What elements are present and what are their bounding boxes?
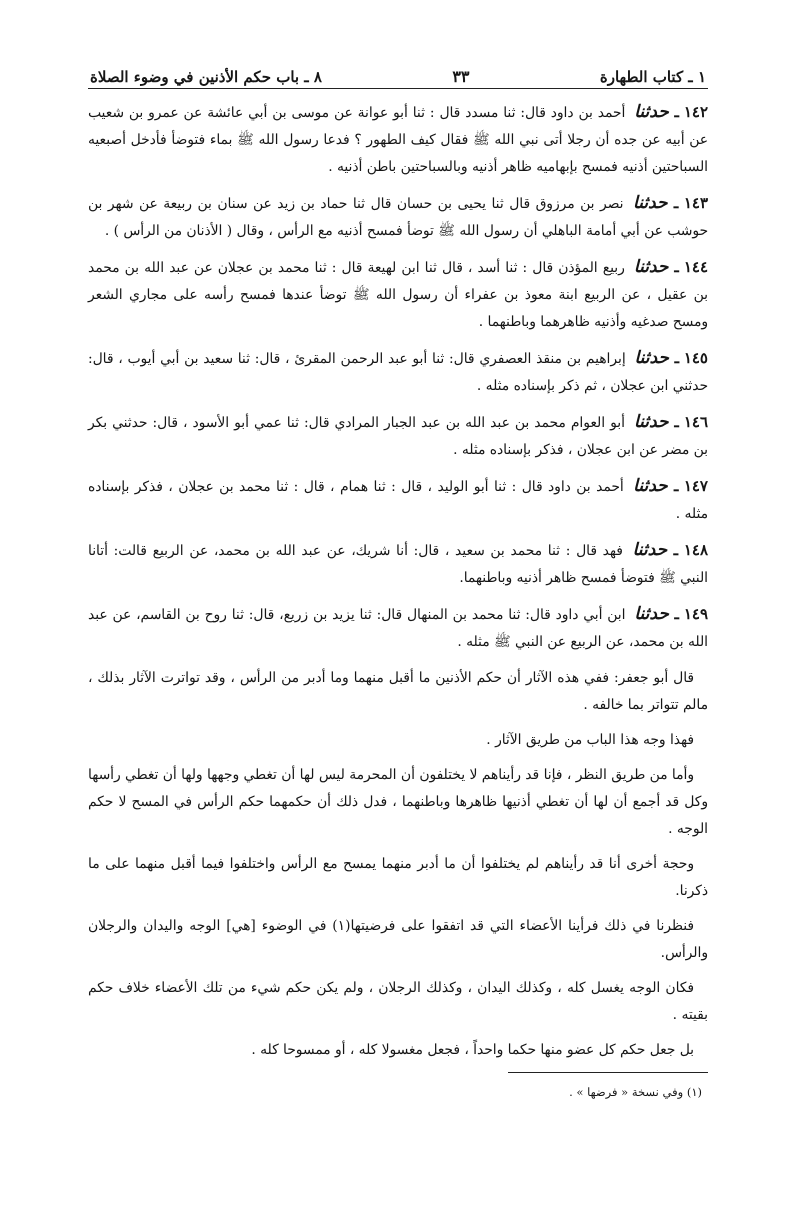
commentary-paragraph: فكان الوجه يغسل كله ، وكذلك اليدان ، وكذلك الرجلان ، ولم يكن حكم شيء من تلك الأعضاء خلاف حكم بقيته . (88, 980, 708, 1023)
hadith-text: أحمد بن داود قال : ثنا أبو الوليد ، قال : ثنا همام ، قال : ثنا محمد بن عجلان ، فذكر بإسناده مثله . (88, 479, 708, 522)
commentary-paragraph: فنظرنا في ذلك فرأينا الأعضاء التي قد اتفقوا على فرضيتها(١) في الوضوء [هي] الوجه واليدان والرجلان والرأس. (88, 918, 708, 961)
haddathana-label: حدثنا (634, 102, 669, 122)
hadith-number: ١٤٩ (683, 605, 708, 623)
hadith-number: ١٤٥ (683, 349, 708, 367)
hadith-142: ١٤٢ ـ حدثنا أحمد بن داود قال: ثنا مسدد قال : ثنا أبو عوانة عن موسى بن أبي عائشة عن عمرو بن شعيب عن أبيه عن جده أن رجلا أتى نبي الله ﷺ فقال كيف الطهور ؟ فدعا رسول الله ﷺ بماء فتوضأ فأدخل أصبعيه السباحتين أذنيه فمسح بإبهاميه ظاهر أذنيه وبالسباحتين باطن أذنيه . (88, 102, 709, 175)
hadith-number: ١٤٢ (683, 103, 709, 121)
hadith-text: أحمد بن داود قال: ثنا مسدد قال : ثنا أبو عوانة عن موسى بن أبي عائشة عن عمرو بن شعيب عن أبيه عن جده أن رجلا أتى نبي الله ﷺ فقال كيف الطهور ؟ فدعا رسول الله ﷺ بماء فتوضأ فأدخل أصبعيه السباحتين أذنيه فمسح بإبهاميه ظاهر أذنيه وبالسباحتين باطن أذنيه . (88, 105, 708, 175)
page-body (88, 99, 708, 1106)
hadith-146: ١٤٦ ـ حدثنا أبو العوام محمد بن عبد الله بن عبد الجبار المرادي قال: ثنا عمي أبو الأسود ، قال: حدثني بكر بن مضر عن ابن عجلان ، فذكر بإسناده مثله . (88, 412, 708, 458)
haddathana-label: حدثنا (633, 412, 669, 432)
footnote-divider (508, 1072, 708, 1073)
haddathana-label: حدثنا (632, 540, 668, 560)
commentary-paragraph: قال أبو جعفر: ففي هذه الآثار أن حكم الأذنين ما أقبل منهما وما أدبر من الرأس ، وقد تواترت الآثار بذلك ، مالم تتواتر بما خالفه . (88, 670, 708, 713)
commentary-paragraph: وحجة أخرى أنا قد رأيناهم لم يختلفوا أن ما أدبر منهما يمسح مع الرأس واختلفوا فيما أقبل منهما على ما ذكرنا. (88, 856, 708, 899)
haddathana-label: حدثنا (633, 193, 668, 213)
commentary-paragraph: بل جعل حكم كل عضو منها حكما واحداً ، فجعل مغسولا كله ، أو ممسوحا كله . (251, 1042, 694, 1058)
hadith-number: ١٤٣ (683, 194, 708, 212)
hadith-148: ١٤٨ ـ حدثنا فهد قال : ثنا محمد بن سعيد ، قال: أنا شريك، عن عبد الله بن محمد، عن الربيع قالت: أتانا النبي ﷺ فتوضأ فمسح ظاهر أذنيه وباطنهما. (88, 540, 708, 586)
page-number: ٣٣ (452, 67, 470, 86)
running-header (88, 52, 708, 89)
hadith-text: نصر بن مرزوق قال ثنا يحيى بن حسان قال ثنا حماد بن زيد عن سنان بن ربيعة عن شهر بن حوشب عن أبي أمامة الباهلي أن رسول الله ﷺ توضأ فمسح أذنيه مع الرأس ، وقال ( الأذنان من الرأس ) . (88, 196, 708, 239)
hadith-text: ابن أبي داود قال: ثنا محمد بن المنهال قال: ثنا يزيد بن زريع، قال: ثنا روح بن القاسم، عن عبد الله بن محمد، عن الربيع عن النبي ﷺ مثله . (88, 607, 708, 650)
footnote: (١) وفي نسخة « فرضها » . (569, 1085, 702, 1099)
hadith-144: ١٤٤ ـ حدثنا ربيع المؤذن قال : ثنا أسد ، قال ثنا ابن لهيعة قال : ثنا محمد بن عجلان عن عبد الله بن محمد بن عقيل ، عن الربيع ابنة معوذ بن عفراء أن رسول الله ﷺ توضأ عندها فمسح رأسه على مجاري الشعر ومسح صدغيه وأذنيه ظاهرهما وباطنهما . (88, 257, 709, 330)
hadith-147: ١٤٧ ـ حدثنا أحمد بن داود قال : ثنا أبو الوليد ، قال : ثنا همام ، قال : ثنا محمد بن عجلان ، فذكر بإسناده مثله . (88, 476, 708, 522)
hadith-143: ١٤٣ ـ حدثنا نصر بن مرزوق قال ثنا يحيى بن حسان قال ثنا حماد بن زيد عن سنان بن ربيعة عن شهر بن حوشب عن أبي أمامة الباهلي أن رسول الله ﷺ توضأ فمسح أذنيه مع الرأس ، وقال ( الأذنان من الرأس ) . (88, 193, 708, 239)
haddathana-label: حدثنا (634, 348, 669, 368)
hadith-number: ١٤٦ (683, 413, 708, 431)
document-page (88, 52, 708, 1132)
chapter-title: ٨ ـ باب حكم الأذنين في وضوء الصلاة (90, 68, 322, 86)
hadith-number: ١٤٨ (683, 541, 708, 559)
hadith-number: ١٤٤ (683, 258, 709, 276)
haddathana-label: حدثنا (633, 476, 668, 496)
hadith-text: فهد قال : ثنا محمد بن سعيد ، قال: أنا شريك، عن عبد الله بن محمد، عن الربيع قالت: أتانا النبي ﷺ فتوضأ فمسح ظاهر أذنيه وباطنهما. (88, 543, 708, 586)
hadith-text: إبراهيم بن منقذ العصفري قال: ثنا أبو عبد الرحمن المقرئ ، قال: ثنا سعيد بن أبي أيوب ، قال: حدثني ابن عجلان ، ثم ذكر بإسناده مثله . (88, 351, 708, 394)
hadith-number: ١٤٧ (683, 477, 708, 495)
haddathana-label: حدثنا (633, 257, 669, 277)
book-title: ١ ـ كتاب الطهارة (599, 68, 706, 86)
haddathana-label: حدثنا (634, 604, 669, 624)
commentary-paragraph: وأما من طريق النظر ، فإنا قد رأيناهم لا يختلفون أن المحرمة ليس لها أن تغطي وجهها ولها أن تغطي رأسها وكل قد أجمع أن لها أن تغطي أذنيها ظاهرها وباطنهما ، فدل ذلك أن حكمهما حكم الرأس في المسح لا حكم الوجه . (88, 767, 708, 837)
commentary-paragraph: فهذا وجه هذا الباب من طريق الآثار . (486, 732, 694, 748)
hadith-145: ١٤٥ ـ حدثنا إبراهيم بن منقذ العصفري قال: ثنا أبو عبد الرحمن المقرئ ، قال: ثنا سعيد بن أبي أيوب ، قال: حدثني ابن عجلان ، ثم ذكر بإسناده مثله . (88, 348, 708, 394)
hadith-text: ربيع المؤذن قال : ثنا أسد ، قال ثنا ابن لهيعة قال : ثنا محمد بن عجلان عن عبد الله بن محمد بن عقيل ، عن الربيع ابنة معوذ بن عفراء أن رسول الله ﷺ توضأ عندها فمسح رأسه على مجاري الشعر ومسح صدغيه وأذنيه ظاهرهما وباطنهما . (88, 260, 708, 330)
hadith-text: أبو العوام محمد بن عبد الله بن عبد الجبار المرادي قال: ثنا عمي أبو الأسود ، قال: حدثني بكر بن مضر عن ابن عجلان ، فذكر بإسناده مثله . (88, 415, 708, 458)
hadith-149: ١٤٩ ـ حدثنا ابن أبي داود قال: ثنا محمد بن المنهال قال: ثنا يزيد بن زريع، قال: ثنا روح بن القاسم، عن عبد الله بن محمد، عن الربيع عن النبي ﷺ مثله . (88, 604, 708, 650)
